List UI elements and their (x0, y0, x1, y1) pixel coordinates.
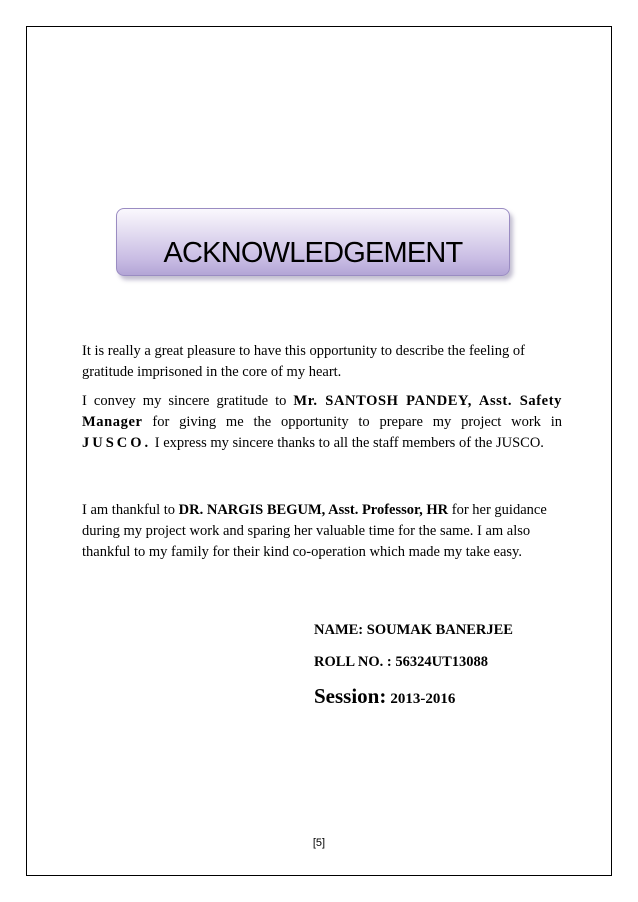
thanks-text-1: I am thankful to (82, 502, 179, 518)
title-banner (116, 208, 510, 276)
gratitude-text-3: I express my sincere thanks to all the staff members of the JUSCO. (151, 435, 544, 451)
page-number: [5] (312, 837, 326, 849)
thanks-text-2: for her guidance during my project work and sparing her valuable time for the same. I am also thankful to my family for their kind co-operation which made my take easy. (82, 502, 547, 560)
gratitude-text-2: for giving me the opportunity to prepare my project work in (142, 414, 562, 430)
session-value: 2013-2016 (390, 691, 456, 707)
thanks-paragraph (82, 500, 562, 563)
page-title: ACKNOWLEDGEMENT (163, 237, 463, 269)
gratitude-text-1: I convey my sincere gratitude to (82, 393, 294, 409)
company-name: JUSCO. (82, 435, 152, 451)
mentor-name: Mr. SANTOSH PANDEY, Asst. Safety Manager (82, 393, 562, 430)
student-name: NAME: SOUMAK BANERJEE (314, 622, 513, 638)
session-label: Session: (314, 684, 387, 708)
guide-name: DR. NARGIS BEGUM, Asst. Professor, HR (178, 502, 449, 518)
session (314, 684, 455, 709)
gratitude-paragraph (82, 391, 562, 454)
intro-paragraph: It is really a great pleasure to have this opportunity to describe the feeling of gratitude imprisoned in the core of my heart. (82, 343, 525, 380)
roll-number: ROLL NO. : 56324UT13088 (314, 654, 489, 670)
